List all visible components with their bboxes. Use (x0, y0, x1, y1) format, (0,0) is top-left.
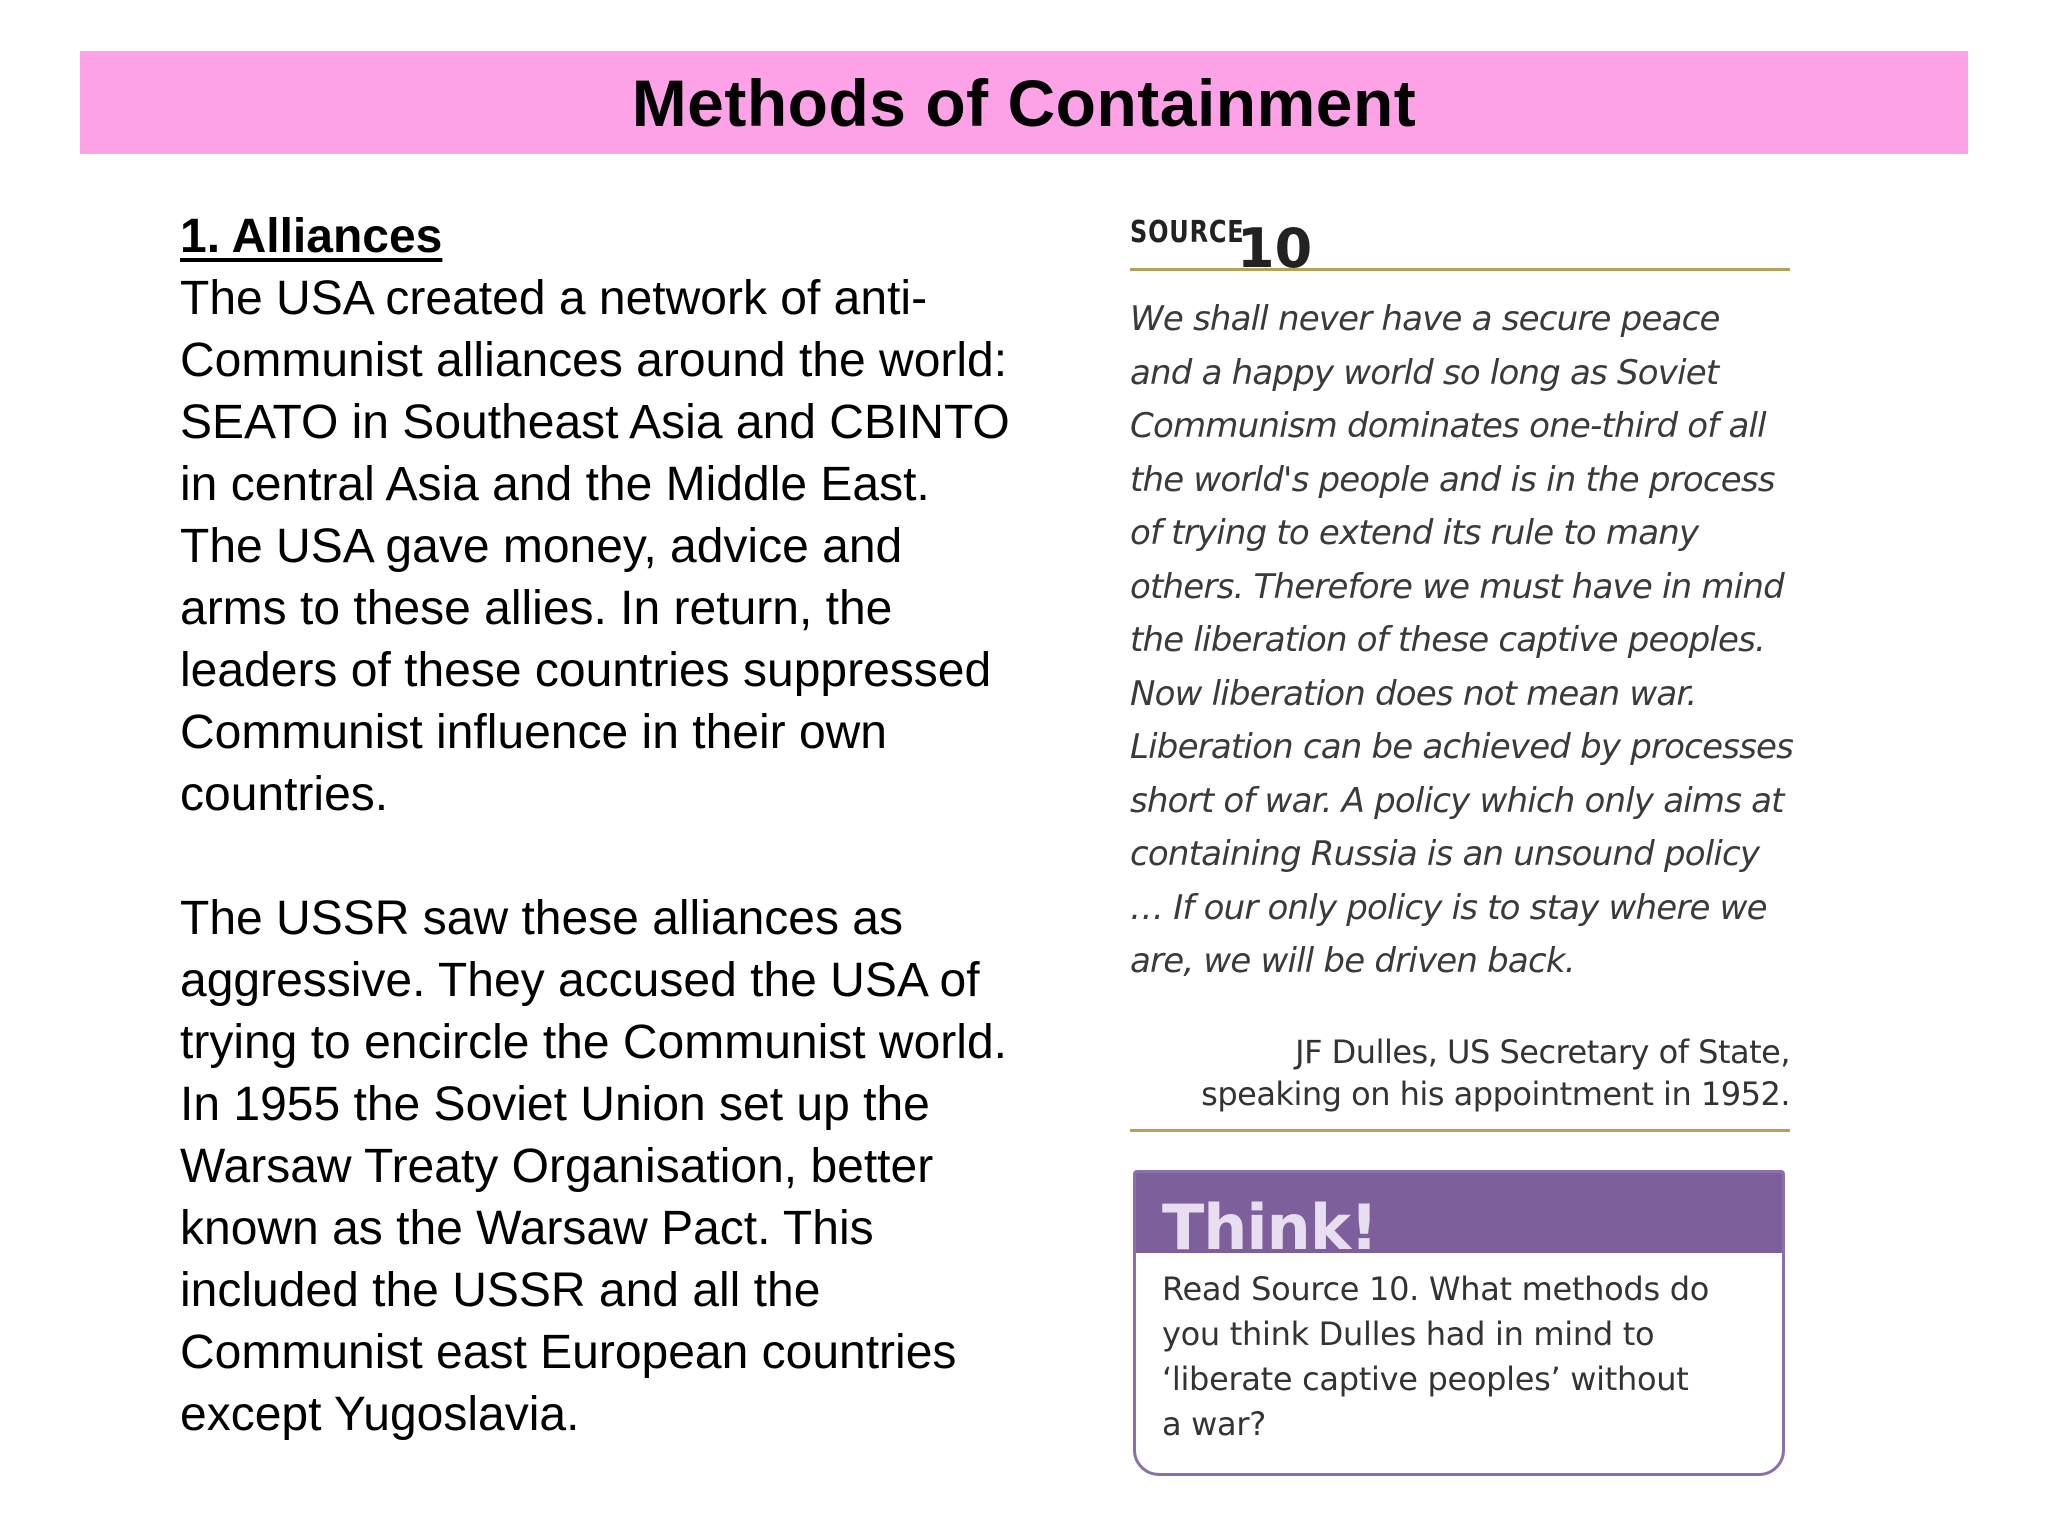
quote-line: the liberation of these captive peoples. (1130, 620, 1766, 660)
quote-line: Liberation can be achieved by processes (1130, 727, 1794, 767)
source-quote (1130, 293, 1794, 989)
source-number: 10 (1237, 217, 1313, 280)
think-box (1133, 1170, 1785, 1476)
paragraph-2: The USSR saw these alliances as aggressive. They accused the USA of trying to encircle the Communist world. In 1955 the Soviet Union set up the Warsaw Treaty Organisation, better known as the Warsaw Pact. This included the USSR and all the Communist east European countries except Yugoslavia. (180, 892, 1007, 1441)
question-line: Read Source 10. What methods do (1162, 1270, 1709, 1308)
source-attribution (1130, 1031, 1790, 1132)
attribution-line: JF Dulles, US Secretary of State, (1295, 1032, 1790, 1071)
quote-line: of trying to extend its rule to many (1130, 513, 1699, 553)
quote-line: Now liberation does not mean war. (1130, 673, 1697, 714)
think-title: Think! (1162, 1191, 1378, 1264)
quote-line: are, we will be driven back. (1130, 941, 1575, 981)
quote-line: short of war. A policy which only aims at (1130, 780, 1784, 821)
paragraph-1: The USA created a network of anti-Communist alliances around the world: SEATO in Southeast Asia and CBINTO in central Asia and the Middle East. The USA gave money, advice and arms to these allies. In return, the leaders of these countries suppressed Communist influence in their own countries. (180, 272, 1010, 821)
page-title: Methods of Containment (631, 65, 1417, 140)
attribution-line: speaking on his appointment in 1952. (1201, 1074, 1790, 1113)
quote-line: others. Therefore we must have in mind (1130, 566, 1784, 607)
question-line: you think Dulles had in mind to (1162, 1315, 1655, 1353)
quote-line: the world's people and is in the process (1130, 459, 1775, 500)
source-header (1130, 210, 1790, 280)
quote-line: … If our only policy is to stay where we (1130, 887, 1767, 928)
section-heading: 1. Alliances (180, 210, 443, 263)
alliances-section (180, 206, 1020, 1446)
quote-line: We shall never have a secure peace (1130, 299, 1720, 339)
quote-line: Communism dominates one-third of all (1130, 406, 1766, 446)
think-question (1136, 1253, 1782, 1447)
quote-line: and a happy world so long as Soviet (1130, 352, 1719, 393)
source-excerpt (1130, 210, 1794, 1132)
quote-line: containing Russia is an unsound policy (1130, 834, 1760, 874)
title-bar (80, 51, 1968, 154)
think-header (1136, 1173, 1782, 1264)
question-line: a war? (1162, 1405, 1266, 1443)
question-line: ‘liberate captive peoples’ without (1162, 1360, 1689, 1398)
source-label: SOURCE (1130, 215, 1245, 250)
